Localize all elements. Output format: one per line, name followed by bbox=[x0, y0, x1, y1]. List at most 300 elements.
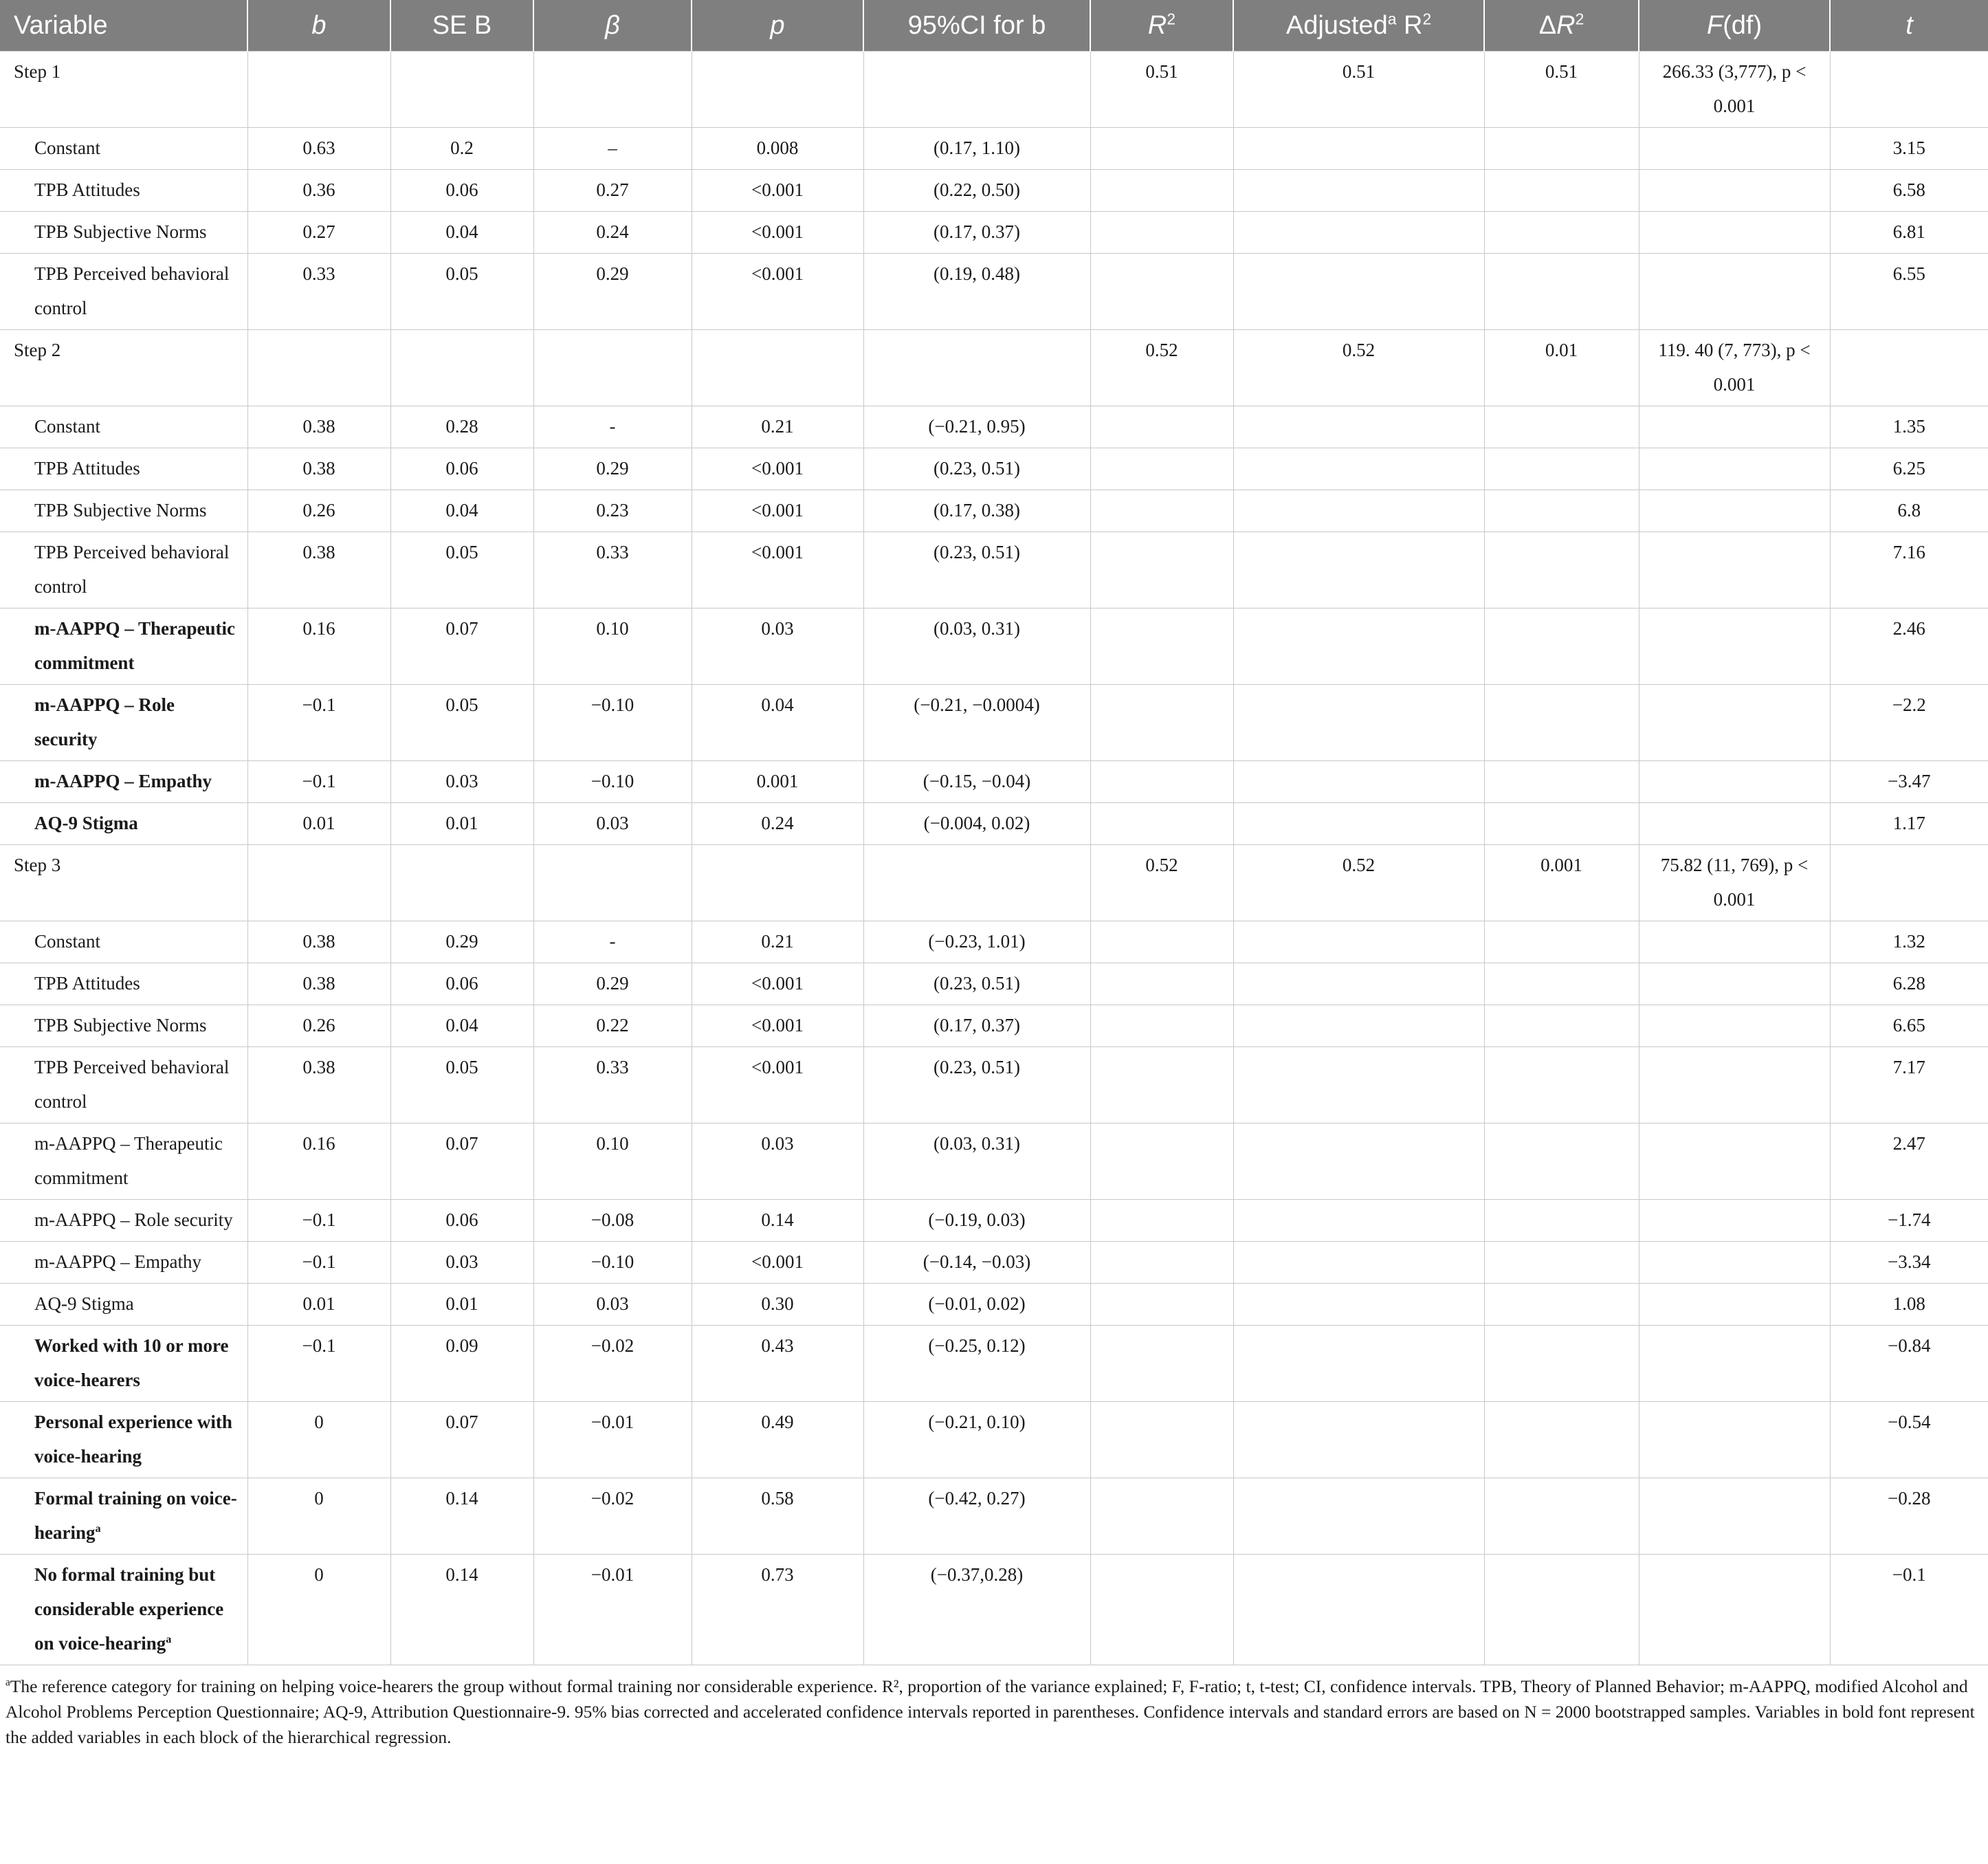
cell-r2: 0.51 bbox=[1090, 52, 1233, 128]
cell-delta-r2 bbox=[1484, 170, 1639, 212]
table-footnote bbox=[0, 1665, 1988, 1750]
cell-t: −1.74 bbox=[1830, 1200, 1988, 1242]
cell-beta: 0.03 bbox=[533, 1284, 692, 1326]
cell-f bbox=[1639, 1284, 1830, 1326]
cell-se-b: 0.09 bbox=[390, 1326, 533, 1402]
footnote-text: The reference category for training on helping voice-hearers the group without formal training nor considerable experience. R², proportion of the variance explained; F, F-ratio; t, t-test; CI, confidence intervals. TPB, Theory of Planned Behavior; m-AAPPQ, modified Alcohol and Alcohol Problems Perception Questionnaire; AQ-9, Attribution Questionnaire-9. 95% bias corrected and accelerated confidence intervals reported in parentheses. Confidence intervals and standard errors are based on N = 2000 bootstrapped samples. Variables in bold font represent the added variables in each block of the hierarchical regression. bbox=[5, 1676, 1975, 1747]
cell-variable bbox=[0, 330, 247, 406]
cell-t: 6.8 bbox=[1830, 490, 1988, 532]
header-adjusted-sup-a: a bbox=[1387, 9, 1397, 28]
cell-r2 bbox=[1090, 1555, 1233, 1665]
cell-adjusted-r2 bbox=[1233, 1402, 1484, 1478]
table-row bbox=[0, 1284, 1988, 1326]
cell-adjusted-r2 bbox=[1233, 1326, 1484, 1402]
variable-label: TPB Subjective Norms bbox=[34, 500, 207, 520]
cell-beta: 0.10 bbox=[533, 1123, 692, 1200]
cell-r2 bbox=[1090, 1200, 1233, 1242]
cell-delta-r2 bbox=[1484, 212, 1639, 254]
cell-se-b: 0.01 bbox=[390, 803, 533, 845]
cell-b: 0 bbox=[247, 1555, 390, 1665]
cell-p: <0.001 bbox=[692, 490, 863, 532]
cell-p: 0.49 bbox=[692, 1402, 863, 1478]
cell-f bbox=[1639, 254, 1830, 330]
cell-delta-r2 bbox=[1484, 963, 1639, 1005]
cell-se-b: 0.04 bbox=[390, 1005, 533, 1047]
cell-b: −0.1 bbox=[247, 685, 390, 761]
cell-f bbox=[1639, 1478, 1830, 1555]
cell-ci: (0.03, 0.31) bbox=[863, 1123, 1090, 1200]
cell-r2 bbox=[1090, 608, 1233, 685]
cell-ci: (0.17, 0.37) bbox=[863, 1005, 1090, 1047]
cell-b: 0.16 bbox=[247, 608, 390, 685]
cell-p: <0.001 bbox=[692, 1242, 863, 1284]
cell-adjusted-r2 bbox=[1233, 803, 1484, 845]
cell-adjusted-r2: 0.51 bbox=[1233, 52, 1484, 128]
cell-ci: (−0.37,0.28) bbox=[863, 1555, 1090, 1665]
cell-b: 0.38 bbox=[247, 448, 390, 490]
cell-b: 0.38 bbox=[247, 921, 390, 963]
cell-variable bbox=[0, 761, 247, 803]
cell-f bbox=[1639, 608, 1830, 685]
cell-r2: 0.52 bbox=[1090, 845, 1233, 921]
cell-se-b: 0.29 bbox=[390, 921, 533, 963]
cell-beta: −0.02 bbox=[533, 1326, 692, 1402]
header-beta: β bbox=[533, 0, 692, 52]
cell-f bbox=[1639, 921, 1830, 963]
variable-footnote-marker: a bbox=[166, 1633, 172, 1645]
cell-se-b: 0.07 bbox=[390, 1402, 533, 1478]
cell-beta: 0.33 bbox=[533, 1047, 692, 1123]
cell-b: 0.38 bbox=[247, 963, 390, 1005]
cell-se-b: 0.05 bbox=[390, 532, 533, 608]
variable-label: m-AAPPQ – Therapeutic commitment bbox=[34, 618, 235, 673]
cell-variable bbox=[0, 921, 247, 963]
cell-r2 bbox=[1090, 803, 1233, 845]
cell-t: 6.58 bbox=[1830, 170, 1988, 212]
header-r2 bbox=[1090, 0, 1233, 52]
cell-r2 bbox=[1090, 963, 1233, 1005]
cell-t: −3.47 bbox=[1830, 761, 1988, 803]
cell-delta-r2 bbox=[1484, 490, 1639, 532]
cell-se-b: 0.14 bbox=[390, 1555, 533, 1665]
variable-label: Constant bbox=[34, 416, 101, 437]
cell-adjusted-r2 bbox=[1233, 1478, 1484, 1555]
cell-f: 266.33 (3,777), p < 0.001 bbox=[1639, 52, 1830, 128]
header-delta-symbol: Δ bbox=[1538, 10, 1557, 40]
cell-f bbox=[1639, 803, 1830, 845]
cell-delta-r2 bbox=[1484, 1402, 1639, 1478]
cell-p: 0.58 bbox=[692, 1478, 863, 1555]
cell-t: 6.55 bbox=[1830, 254, 1988, 330]
cell-f bbox=[1639, 1200, 1830, 1242]
cell-adjusted-r2 bbox=[1233, 1555, 1484, 1665]
cell-b: 0.38 bbox=[247, 532, 390, 608]
table-row bbox=[0, 170, 1988, 212]
cell-p: 0.30 bbox=[692, 1284, 863, 1326]
cell-variable bbox=[0, 1005, 247, 1047]
cell-t: −2.2 bbox=[1830, 685, 1988, 761]
cell-variable bbox=[0, 128, 247, 170]
cell-adjusted-r2 bbox=[1233, 1242, 1484, 1284]
cell-se-b: 0.07 bbox=[390, 608, 533, 685]
cell-beta: −0.01 bbox=[533, 1555, 692, 1665]
cell-delta-r2 bbox=[1484, 1555, 1639, 1665]
header-f-letter: F bbox=[1706, 10, 1723, 40]
cell-f bbox=[1639, 1005, 1830, 1047]
cell-adjusted-r2: 0.52 bbox=[1233, 845, 1484, 921]
cell-r2 bbox=[1090, 685, 1233, 761]
cell-beta: −0.08 bbox=[533, 1200, 692, 1242]
cell-b: 0.26 bbox=[247, 490, 390, 532]
cell-t: 3.15 bbox=[1830, 128, 1988, 170]
cell-beta: 0.33 bbox=[533, 532, 692, 608]
cell-r2 bbox=[1090, 1478, 1233, 1555]
header-se-b: SE B bbox=[390, 0, 533, 52]
cell-ci: (−0.01, 0.02) bbox=[863, 1284, 1090, 1326]
cell-t bbox=[1830, 52, 1988, 128]
table-row bbox=[0, 1478, 1988, 1555]
cell-delta-r2 bbox=[1484, 1326, 1639, 1402]
cell-t: 6.25 bbox=[1830, 448, 1988, 490]
cell-adjusted-r2: 0.52 bbox=[1233, 330, 1484, 406]
variable-label: No formal training but considerable experience on voice-hearing bbox=[34, 1564, 224, 1654]
cell-t: 1.35 bbox=[1830, 406, 1988, 448]
cell-se-b bbox=[390, 330, 533, 406]
table-row bbox=[0, 963, 1988, 1005]
cell-r2 bbox=[1090, 212, 1233, 254]
cell-p: <0.001 bbox=[692, 963, 863, 1005]
cell-beta: −0.02 bbox=[533, 1478, 692, 1555]
cell-p bbox=[692, 52, 863, 128]
table-row bbox=[0, 1200, 1988, 1242]
variable-label: Constant bbox=[34, 931, 101, 952]
cell-b: −0.1 bbox=[247, 1242, 390, 1284]
cell-ci: (0.23, 0.51) bbox=[863, 532, 1090, 608]
table-row bbox=[0, 608, 1988, 685]
variable-label: AQ-9 Stigma bbox=[34, 1293, 134, 1314]
variable-label: TPB Perceived behavioral control bbox=[34, 263, 230, 318]
variable-label: Constant bbox=[34, 138, 101, 158]
table-row bbox=[0, 1555, 1988, 1665]
cell-f bbox=[1639, 448, 1830, 490]
cell-p: 0.001 bbox=[692, 761, 863, 803]
cell-t: 1.17 bbox=[1830, 803, 1988, 845]
cell-ci: (−0.19, 0.03) bbox=[863, 1200, 1090, 1242]
cell-t: −0.28 bbox=[1830, 1478, 1988, 1555]
cell-f: 119. 40 (7, 773), p < 0.001 bbox=[1639, 330, 1830, 406]
cell-b: 0.16 bbox=[247, 1123, 390, 1200]
cell-se-b: 0.07 bbox=[390, 1123, 533, 1200]
cell-delta-r2 bbox=[1484, 254, 1639, 330]
header-delta-r: R bbox=[1556, 10, 1576, 40]
cell-f bbox=[1639, 761, 1830, 803]
cell-p: <0.001 bbox=[692, 212, 863, 254]
cell-b: 0.27 bbox=[247, 212, 390, 254]
header-delta-sup: 2 bbox=[1575, 9, 1584, 28]
table-row bbox=[0, 128, 1988, 170]
variable-label: Personal experience with voice-hearing bbox=[34, 1412, 232, 1467]
cell-t: 1.32 bbox=[1830, 921, 1988, 963]
cell-variable bbox=[0, 845, 247, 921]
cell-adjusted-r2 bbox=[1233, 608, 1484, 685]
table-row bbox=[0, 212, 1988, 254]
header-f bbox=[1639, 0, 1830, 52]
variable-label: m-AAPPQ – Role security bbox=[34, 694, 175, 749]
cell-ci: (−0.42, 0.27) bbox=[863, 1478, 1090, 1555]
cell-ci: (0.23, 0.51) bbox=[863, 963, 1090, 1005]
cell-variable bbox=[0, 1200, 247, 1242]
cell-adjusted-r2 bbox=[1233, 170, 1484, 212]
cell-delta-r2 bbox=[1484, 448, 1639, 490]
cell-variable bbox=[0, 448, 247, 490]
cell-delta-r2 bbox=[1484, 1284, 1639, 1326]
cell-t: 7.16 bbox=[1830, 532, 1988, 608]
variable-label: Formal training on voice-hearing bbox=[34, 1488, 237, 1543]
cell-r2 bbox=[1090, 761, 1233, 803]
cell-b: 0.38 bbox=[247, 1047, 390, 1123]
cell-f bbox=[1639, 490, 1830, 532]
cell-variable bbox=[0, 1402, 247, 1478]
cell-se-b: 0.04 bbox=[390, 212, 533, 254]
cell-variable bbox=[0, 1326, 247, 1402]
cell-f: 75.82 (11, 769), p < 0.001 bbox=[1639, 845, 1830, 921]
cell-delta-r2: 0.001 bbox=[1484, 845, 1639, 921]
header-f-df: (df) bbox=[1723, 10, 1763, 40]
cell-adjusted-r2 bbox=[1233, 406, 1484, 448]
variable-label: m-AAPPQ – Therapeutic commitment bbox=[34, 1133, 223, 1188]
variable-label: AQ-9 Stigma bbox=[34, 813, 138, 833]
cell-p: 0.03 bbox=[692, 608, 863, 685]
cell-b: 0.33 bbox=[247, 254, 390, 330]
cell-p bbox=[692, 330, 863, 406]
cell-p: <0.001 bbox=[692, 1005, 863, 1047]
cell-delta-r2 bbox=[1484, 1005, 1639, 1047]
cell-ci: (−0.004, 0.02) bbox=[863, 803, 1090, 845]
cell-r2 bbox=[1090, 1326, 1233, 1402]
cell-ci: (0.23, 0.51) bbox=[863, 448, 1090, 490]
table-row bbox=[0, 532, 1988, 608]
cell-se-b: 0.14 bbox=[390, 1478, 533, 1555]
cell-adjusted-r2 bbox=[1233, 128, 1484, 170]
cell-t: 2.47 bbox=[1830, 1123, 1988, 1200]
cell-ci: (0.19, 0.48) bbox=[863, 254, 1090, 330]
cell-r2 bbox=[1090, 1005, 1233, 1047]
cell-ci: (−0.21, 0.10) bbox=[863, 1402, 1090, 1478]
cell-adjusted-r2 bbox=[1233, 1123, 1484, 1200]
cell-delta-r2: 0.51 bbox=[1484, 52, 1639, 128]
cell-b: 0 bbox=[247, 1402, 390, 1478]
header-adjusted-r: R bbox=[1396, 10, 1423, 40]
cell-variable bbox=[0, 532, 247, 608]
variable-footnote-marker: a bbox=[95, 1522, 101, 1535]
cell-b: −0.1 bbox=[247, 761, 390, 803]
cell-beta: 0.03 bbox=[533, 803, 692, 845]
cell-adjusted-r2 bbox=[1233, 1005, 1484, 1047]
variable-label: TPB Subjective Norms bbox=[34, 1015, 207, 1035]
cell-beta bbox=[533, 845, 692, 921]
cell-delta-r2 bbox=[1484, 1123, 1639, 1200]
cell-f bbox=[1639, 1402, 1830, 1478]
variable-label: m-AAPPQ – Empathy bbox=[34, 771, 212, 791]
step-row bbox=[0, 330, 1988, 406]
table-row bbox=[0, 685, 1988, 761]
cell-ci bbox=[863, 52, 1090, 128]
cell-r2 bbox=[1090, 448, 1233, 490]
cell-delta-r2 bbox=[1484, 761, 1639, 803]
cell-delta-r2 bbox=[1484, 1242, 1639, 1284]
cell-se-b: 0.06 bbox=[390, 963, 533, 1005]
cell-beta: 0.27 bbox=[533, 170, 692, 212]
cell-variable bbox=[0, 1555, 247, 1665]
cell-p: <0.001 bbox=[692, 170, 863, 212]
cell-f bbox=[1639, 212, 1830, 254]
cell-adjusted-r2 bbox=[1233, 490, 1484, 532]
cell-variable bbox=[0, 490, 247, 532]
header-adjusted-sup-2: 2 bbox=[1422, 9, 1432, 28]
variable-label: TPB Perceived behavioral control bbox=[34, 542, 230, 597]
cell-variable bbox=[0, 406, 247, 448]
header-b: b bbox=[247, 0, 390, 52]
cell-b: 0.01 bbox=[247, 1284, 390, 1326]
cell-ci: (0.22, 0.50) bbox=[863, 170, 1090, 212]
header-variable: Variable bbox=[0, 0, 247, 52]
header-adjusted-r2 bbox=[1233, 0, 1484, 52]
cell-ci: (−0.15, −0.04) bbox=[863, 761, 1090, 803]
cell-p: <0.001 bbox=[692, 532, 863, 608]
table-row bbox=[0, 1402, 1988, 1478]
cell-delta-r2 bbox=[1484, 1478, 1639, 1555]
cell-se-b: 0.2 bbox=[390, 128, 533, 170]
cell-t: −0.84 bbox=[1830, 1326, 1988, 1402]
cell-r2 bbox=[1090, 170, 1233, 212]
cell-beta: −0.10 bbox=[533, 685, 692, 761]
cell-r2 bbox=[1090, 921, 1233, 963]
cell-variable bbox=[0, 1242, 247, 1284]
cell-delta-r2: 0.01 bbox=[1484, 330, 1639, 406]
cell-variable bbox=[0, 254, 247, 330]
variable-label: Worked with 10 or more voice-hearers bbox=[34, 1335, 229, 1390]
cell-t: 7.17 bbox=[1830, 1047, 1988, 1123]
cell-ci bbox=[863, 330, 1090, 406]
variable-label: Step 3 bbox=[14, 855, 61, 875]
header-adjusted-label: Adjusted bbox=[1285, 10, 1388, 40]
cell-ci: (0.17, 1.10) bbox=[863, 128, 1090, 170]
cell-t: 2.46 bbox=[1830, 608, 1988, 685]
cell-se-b: 0.05 bbox=[390, 1047, 533, 1123]
cell-f bbox=[1639, 1555, 1830, 1665]
cell-delta-r2 bbox=[1484, 406, 1639, 448]
cell-variable bbox=[0, 170, 247, 212]
cell-delta-r2 bbox=[1484, 921, 1639, 963]
cell-ci: (−0.21, −0.0004) bbox=[863, 685, 1090, 761]
cell-adjusted-r2 bbox=[1233, 921, 1484, 963]
cell-t: 1.08 bbox=[1830, 1284, 1988, 1326]
cell-p: <0.001 bbox=[692, 448, 863, 490]
variable-label: m-AAPPQ – Role security bbox=[34, 1209, 233, 1230]
table-row bbox=[0, 448, 1988, 490]
cell-ci: (−0.21, 0.95) bbox=[863, 406, 1090, 448]
cell-beta: 0.10 bbox=[533, 608, 692, 685]
cell-ci: (0.17, 0.38) bbox=[863, 490, 1090, 532]
cell-b bbox=[247, 52, 390, 128]
cell-se-b: 0.06 bbox=[390, 1200, 533, 1242]
cell-r2 bbox=[1090, 1047, 1233, 1123]
cell-adjusted-r2 bbox=[1233, 963, 1484, 1005]
cell-delta-r2 bbox=[1484, 128, 1639, 170]
cell-f bbox=[1639, 128, 1830, 170]
table-row bbox=[0, 1123, 1988, 1200]
cell-beta: - bbox=[533, 921, 692, 963]
cell-t: 6.65 bbox=[1830, 1005, 1988, 1047]
cell-p: 0.21 bbox=[692, 406, 863, 448]
cell-variable bbox=[0, 1284, 247, 1326]
cell-f bbox=[1639, 170, 1830, 212]
cell-p: <0.001 bbox=[692, 1047, 863, 1123]
variable-label: TPB Perceived behavioral control bbox=[34, 1057, 230, 1112]
cell-ci: (−0.25, 0.12) bbox=[863, 1326, 1090, 1402]
cell-adjusted-r2 bbox=[1233, 212, 1484, 254]
table-header bbox=[0, 0, 1988, 52]
cell-f bbox=[1639, 1242, 1830, 1284]
header-ci: 95%CI for b bbox=[863, 0, 1090, 52]
cell-variable bbox=[0, 52, 247, 128]
cell-b: 0.01 bbox=[247, 803, 390, 845]
table-row bbox=[0, 1326, 1988, 1402]
cell-ci: (−0.14, −0.03) bbox=[863, 1242, 1090, 1284]
cell-beta: 0.23 bbox=[533, 490, 692, 532]
header-delta-r2 bbox=[1484, 0, 1639, 52]
cell-se-b: 0.05 bbox=[390, 254, 533, 330]
cell-variable bbox=[0, 1047, 247, 1123]
cell-beta bbox=[533, 330, 692, 406]
cell-variable bbox=[0, 1478, 247, 1555]
table-row bbox=[0, 1005, 1988, 1047]
cell-b bbox=[247, 330, 390, 406]
cell-f bbox=[1639, 1047, 1830, 1123]
header-r2-sup: 2 bbox=[1167, 9, 1176, 28]
cell-delta-r2 bbox=[1484, 1200, 1639, 1242]
cell-ci: (−0.23, 1.01) bbox=[863, 921, 1090, 963]
cell-se-b: 0.06 bbox=[390, 170, 533, 212]
table-row bbox=[0, 803, 1988, 845]
cell-delta-r2 bbox=[1484, 685, 1639, 761]
cell-f bbox=[1639, 1326, 1830, 1402]
cell-ci: (0.17, 0.37) bbox=[863, 212, 1090, 254]
cell-adjusted-r2 bbox=[1233, 1200, 1484, 1242]
table-row bbox=[0, 921, 1988, 963]
cell-se-b: 0.05 bbox=[390, 685, 533, 761]
cell-f bbox=[1639, 532, 1830, 608]
step-row bbox=[0, 845, 1988, 921]
footnote-marker: a bbox=[5, 1676, 10, 1689]
cell-p: 0.03 bbox=[692, 1123, 863, 1200]
cell-variable bbox=[0, 1123, 247, 1200]
cell-p: 0.14 bbox=[692, 1200, 863, 1242]
cell-se-b: 0.03 bbox=[390, 761, 533, 803]
variable-label: m-AAPPQ – Empathy bbox=[34, 1251, 201, 1272]
variable-label: TPB Attitudes bbox=[34, 458, 140, 479]
variable-label: TPB Attitudes bbox=[34, 973, 140, 994]
variable-label: Step 2 bbox=[14, 340, 61, 360]
variable-label: Step 1 bbox=[14, 61, 61, 82]
cell-t bbox=[1830, 330, 1988, 406]
cell-beta: 0.29 bbox=[533, 963, 692, 1005]
cell-se-b: 0.28 bbox=[390, 406, 533, 448]
cell-b: 0.38 bbox=[247, 406, 390, 448]
cell-delta-r2 bbox=[1484, 608, 1639, 685]
cell-adjusted-r2 bbox=[1233, 254, 1484, 330]
cell-b: 0.36 bbox=[247, 170, 390, 212]
